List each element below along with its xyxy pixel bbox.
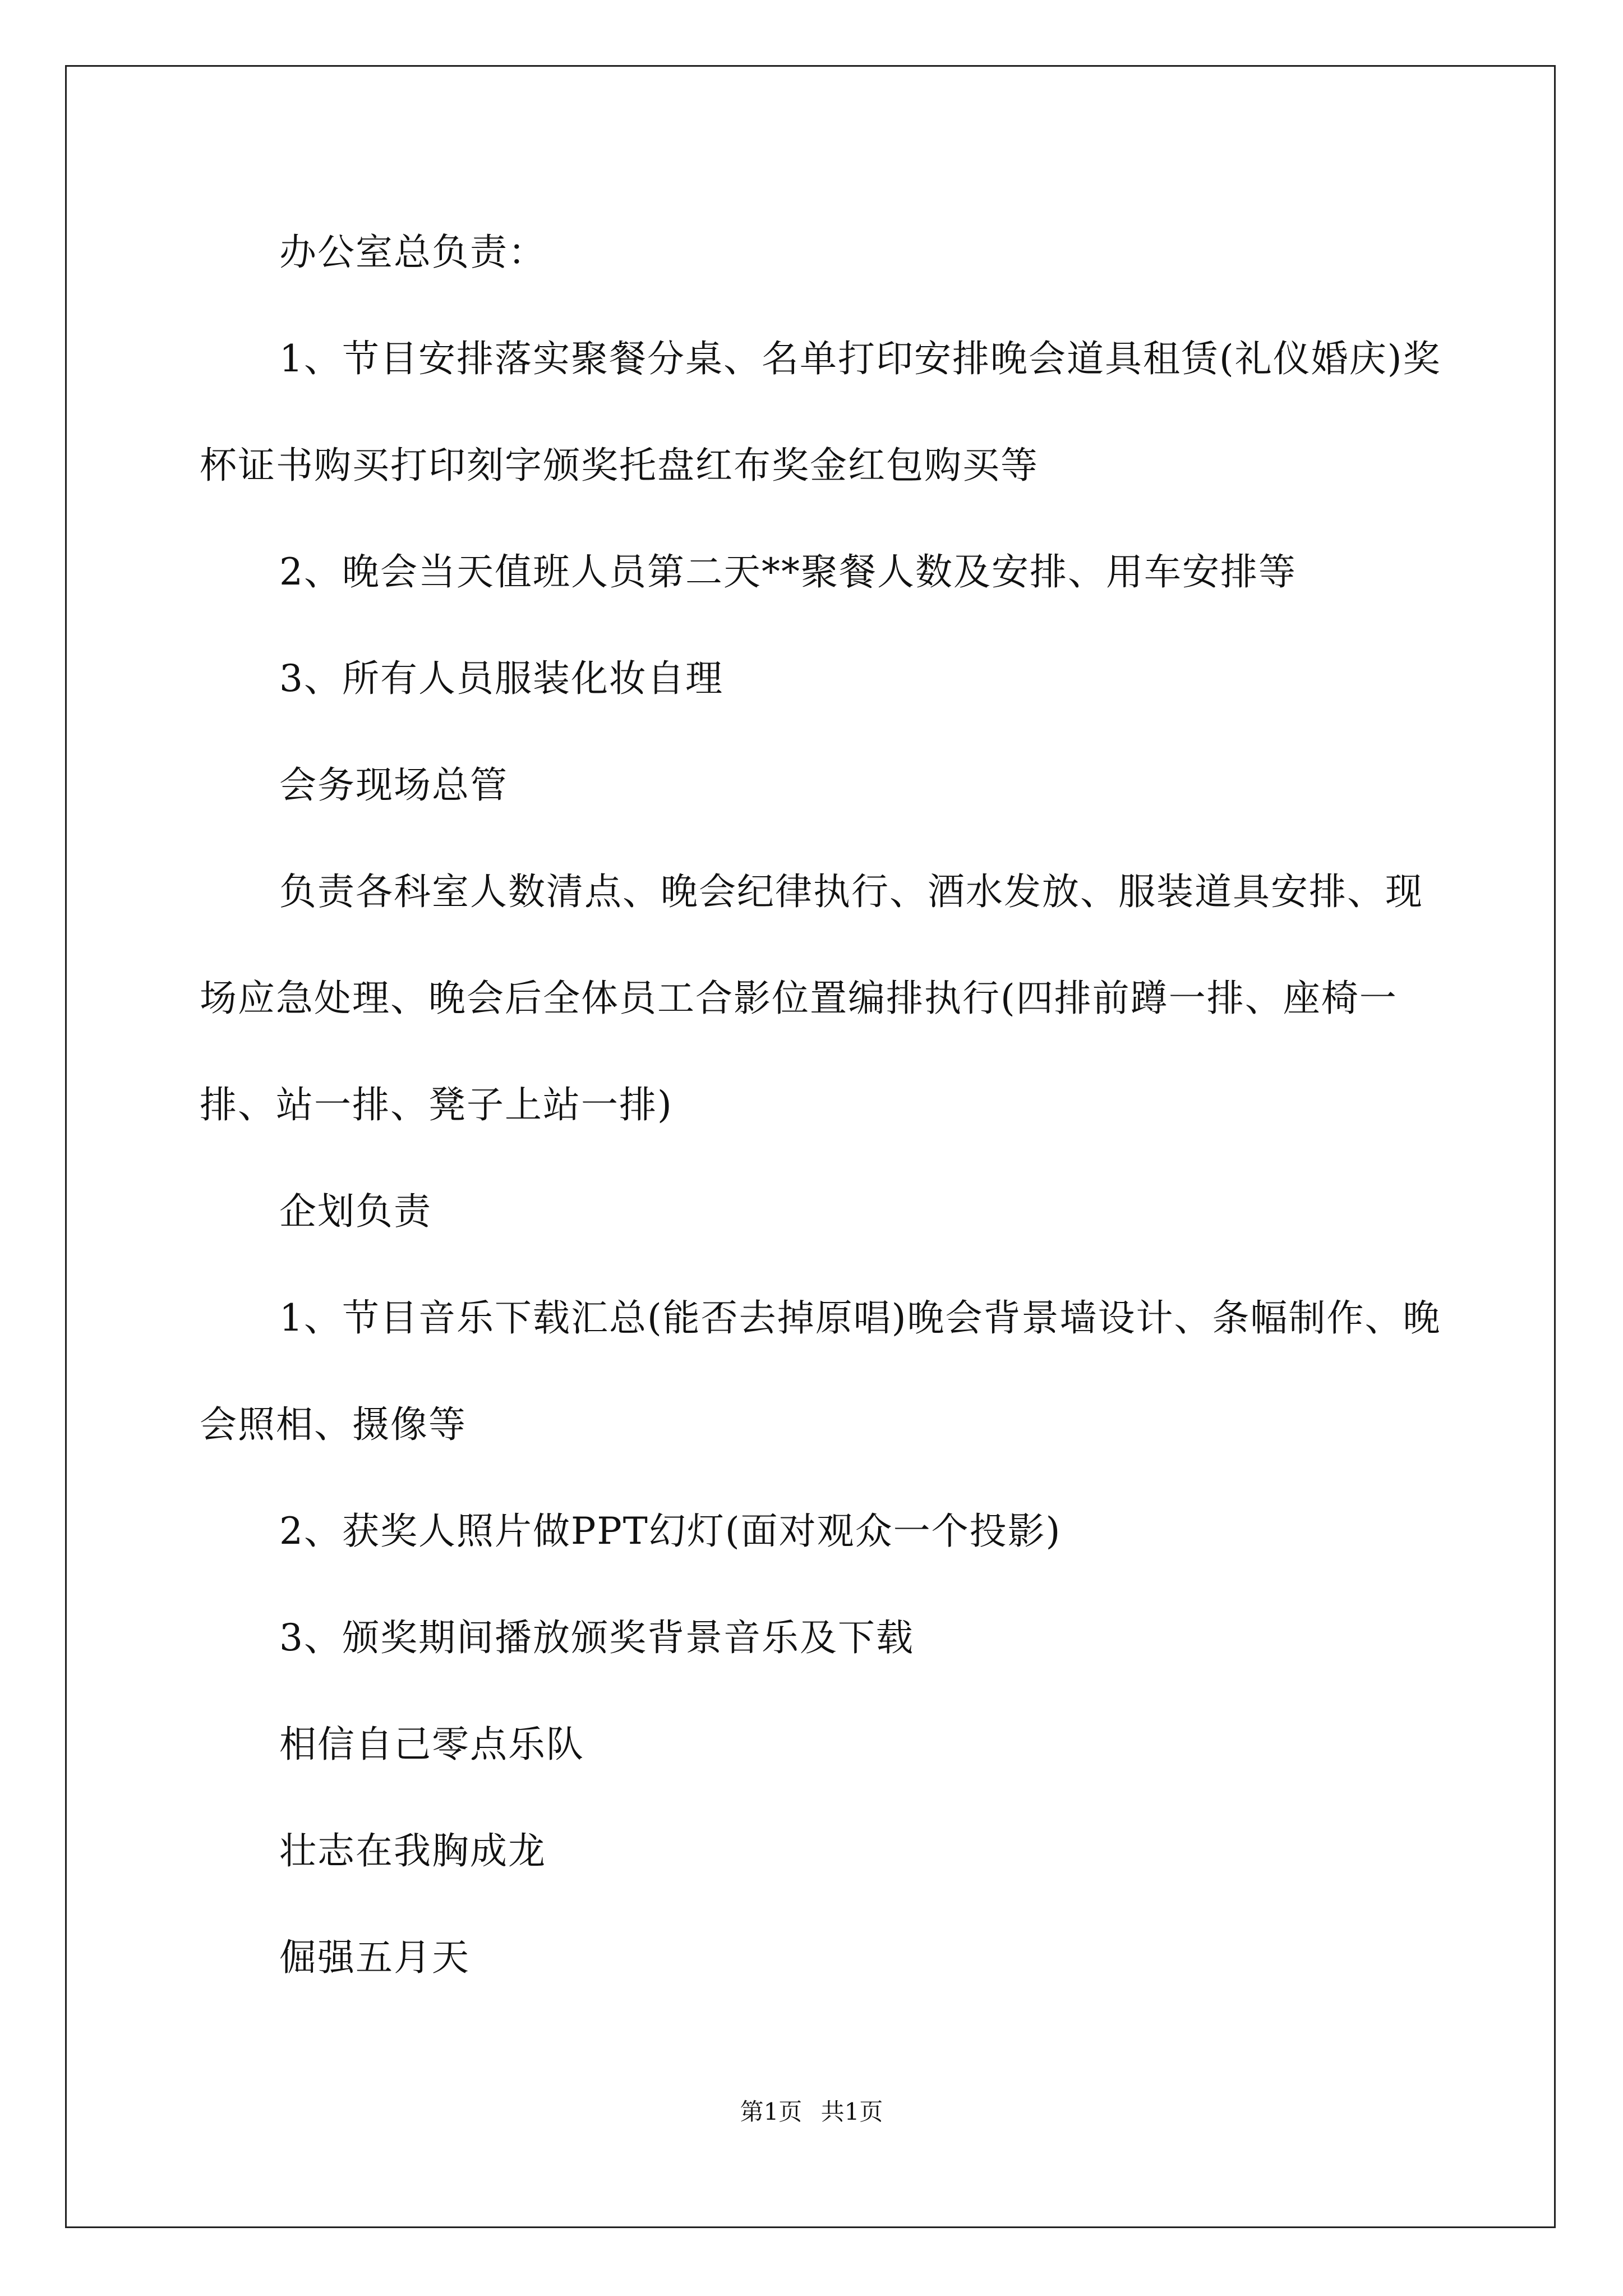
paragraph-song-1: 相信自己零点乐队: [279, 1723, 584, 1766]
page-total: 共1页: [820, 2098, 883, 2125]
paragraph-planning-heading: 企划负责: [279, 1190, 432, 1233]
paragraph-planning-item-1: 1、节目音乐下载汇总(能否去掉原唱)晚会背景墙设计、条幅制作、晚会照相、摄像等: [200, 1296, 1441, 1446]
paragraph-office-heading: 办公室总负责：: [279, 231, 546, 274]
paragraph-song-3: 倔强五月天: [279, 1936, 470, 1979]
paragraph-planning-item-2: 2、获奖人照片做PPT幻灯(面对观众一个投影): [279, 1510, 1062, 1553]
page-footer: [0, 2095, 1623, 2129]
paragraph-planning-item-3: 3、颁奖期间播放颁奖背景音乐及下载: [279, 1616, 914, 1659]
page-number: 第1页: [740, 2098, 803, 2125]
paragraph-song-2: 壮志在我胸成龙: [279, 1829, 546, 1872]
paragraph-venue-heading: 会务现场总管: [279, 763, 508, 807]
paragraph-venue-duties: 负责各科室人数清点、晚会纪律执行、酒水发放、服装道具安排、现场应急处理、晚会后全体员工合影位置编排执行(四排前蹲一排、座椅一排、站一排、凳子上站一排): [200, 870, 1423, 1126]
paragraph-office-item-1: 1、节目安排落实聚餐分桌、名单打印安排晚会道具租赁(礼仪婚庆)奖杯证书购买打印刻字颁奖托盘红布奖金红包购买等: [200, 337, 1441, 487]
paragraph-office-item-2: 2、晚会当天值班人员第二天**聚餐人数及安排、用车安排等: [279, 550, 1297, 593]
paragraph-office-item-3: 3、所有人员服装化妆自理: [279, 657, 723, 700]
